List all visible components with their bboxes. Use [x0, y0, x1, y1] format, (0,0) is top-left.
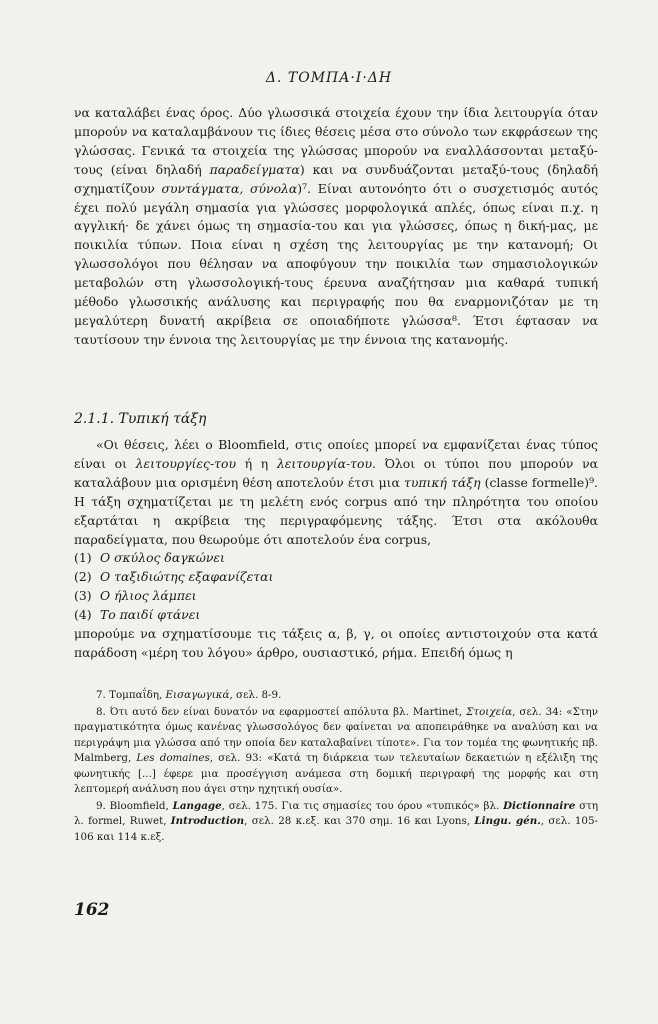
paragraph-1: [74, 104, 598, 350]
example-item: [74, 549, 598, 568]
example-number: (2): [74, 569, 92, 585]
italic-term: Εισαγωγικά: [165, 689, 230, 701]
italic-term: συντάγματα, σύνολα: [161, 180, 298, 196]
bold-italic-term: Introduction: [170, 815, 245, 827]
running-head: Δ. ΤΟΜΠΑ·Ι·ΔΗ: [265, 70, 393, 86]
text-run: , σελ. 175. Για τις σημασίες του όρου «τυπικός» βλ.: [221, 799, 504, 812]
example-list: [74, 549, 598, 625]
bold-italic-term: Dictionnaire: [503, 799, 576, 812]
paragraph-3: μπορούμε να σχηματίσουμε τις τάξεις α, β, γ, οι οποίες αντιστοιχούν στα κατά παράδοση «μέρη του λόγου» άρθρο, ουσιαστικό, ρήμα. Επειδή όμως η: [74, 626, 598, 660]
main-paragraph: [74, 104, 598, 350]
text-run: 8. Ότι αυτό δεν είναι δυνατόν να εφαρμοστεί απόλυτα βλ. Martinet,: [96, 705, 467, 718]
italic-term: λειτουργία-του: [276, 455, 372, 471]
example-item: [74, 606, 598, 625]
text-run: , σελ. 105-106 και 114 κ.εξ.: [74, 815, 598, 843]
text-run: ή η: [236, 455, 277, 471]
italic-term: τυπική τάξη: [404, 474, 481, 490]
text-run: )⁷. Είναι αυτονόητο ότι ο συσχετισμός αυτός έχει πολύ μεγάλη σημασία για γλώσσες μορφολογικά απλές, όπως είναι π.χ. η αγγλική· δε χάνει όμως τη σημασία-του και για γλώσσες, όπως η δική-μας, με ποικιλία τύπων. Ποια είναι η σχέση της λειτουργίας με την κατανομή; Οι γλωσσολόγοι που θέλησαν να αποφύγουν την ποικιλία των σημασιολογικών μεταβολών στη γλωσσολογική-τους έρευνα αναζήτησαν μια καθαρά τυπική μέθοδο γλωσσικής ανάλυσης και περιγραφής που θα εναρμονιζόταν με τη μεγαλύτερη δυνατή ακρίβεια σε οποιαδήποτε γλώσσα⁸. Έτσι έφτασαν να ταυτίσουν την έννοια της λειτουργίας με την έννοια της κατανομής.: [74, 180, 599, 347]
bold-italic-term: Lingu. gén.: [474, 815, 541, 827]
text-run: 9. Bloomfield,: [96, 799, 173, 812]
bold-italic-term: Langage: [172, 799, 222, 812]
italic-term: παραδείγματα: [209, 161, 300, 177]
example-number: (4): [74, 607, 92, 623]
italic-term: Στοιχεία: [466, 705, 513, 718]
example-number: (1): [74, 550, 92, 566]
text-run: 7. Τομπαΐδη,: [96, 689, 166, 701]
example-text: Το παιδί φτάνει: [100, 607, 201, 623]
section-body: [74, 436, 598, 663]
footnote-8: [74, 705, 598, 798]
footnotes: [74, 688, 598, 846]
example-item: [74, 568, 598, 587]
italic-term: λειτουργίες-του: [135, 455, 237, 471]
example-item: [74, 587, 598, 606]
text-run: στη λ. formel, Ruwet,: [74, 799, 599, 827]
example-text: Ο ταξιδιώτης εξαφανίζεται: [100, 569, 274, 585]
section-title: Τυπική τάξη: [118, 411, 207, 427]
example-text: Ο ήλιος λάμπει: [100, 588, 197, 604]
page-number: 162: [74, 900, 110, 920]
italic-term: Les domaines: [136, 752, 210, 764]
footnote-7: [74, 688, 598, 704]
example-text: Ο σκύλος δαγκώνει: [100, 550, 225, 566]
text-run: (classe formelle)⁹. Η τάξη σχηματίζεται με τη μελέτη ενός corpus από την πληρότητα του οποίου εξαρτάται η ακρίβεια της περιγραφόμενης τάξης. Έτσι στα ακόλουθα παραδείγματα, που θεωρούμε ότι αποτελούν ένα corpus,: [74, 474, 598, 547]
section-heading: [74, 411, 598, 427]
text-run: , σελ. 28 κ.εξ. και 370 σημ. 16 και Lyons,: [244, 815, 475, 827]
footnote-9: [74, 799, 598, 846]
text-run: , σελ. 8-9.: [229, 689, 282, 701]
section-number: 2.1.1.: [74, 411, 115, 427]
text-run: . Όλοι οι τύποι που μπορούν να καταλάβουν μια ορισμένη θέση αποτελούν έτσι μια: [74, 455, 599, 490]
text-run: , σελ. 34: «Στην πραγματικότητα όμως κανένας γλωσσολόγος δεν φαίνεται να αποπειράθηκε να αναλύση και να περιγράψη μια γλώσσα από την οποία δεν καταλαβαίνει τίποτε». Για τον τομέα της φωνητικής πβ. Malmberg,: [74, 705, 598, 764]
example-number: (3): [74, 588, 92, 604]
text-run: ) και να συνδυάζονται μεταξύ-τους (δηλαδή σχηματίζουν: [74, 161, 598, 196]
text-run: «Οι θέσεις, λέει ο Bloomfield, στις οποίες μπορεί να εμφανίζεται ένας τύπος είναι οι: [74, 437, 598, 471]
text-run: να καταλάβει ένας όρος. Δύο γλωσσικά στοιχεία έχουν την ίδια λειτουργία όταν μπορούν να καταλαμβάνουν τις ίδιες θέσεις μέσα στο σύνολο των εκφράσεων της γλώσσας. Γενικά τα στοιχεία της γλώσσας μπορούν να εναλλάσσονται μεταξύ-τους (είναι δηλαδή: [74, 105, 598, 177]
paragraph-2: [74, 436, 598, 549]
text-run: , σελ. 93: «Κατά τη διάρκεια των τελευταίων δεκαετιών η εξέλιξη της φωνητικής [...] έφερε μια προσέγγιση ανάμεσα στη δομική περιγραφή της μορφής και στη λεπτομερή ανάλυση που άγει στην ηχητική ουσία».: [74, 752, 598, 795]
